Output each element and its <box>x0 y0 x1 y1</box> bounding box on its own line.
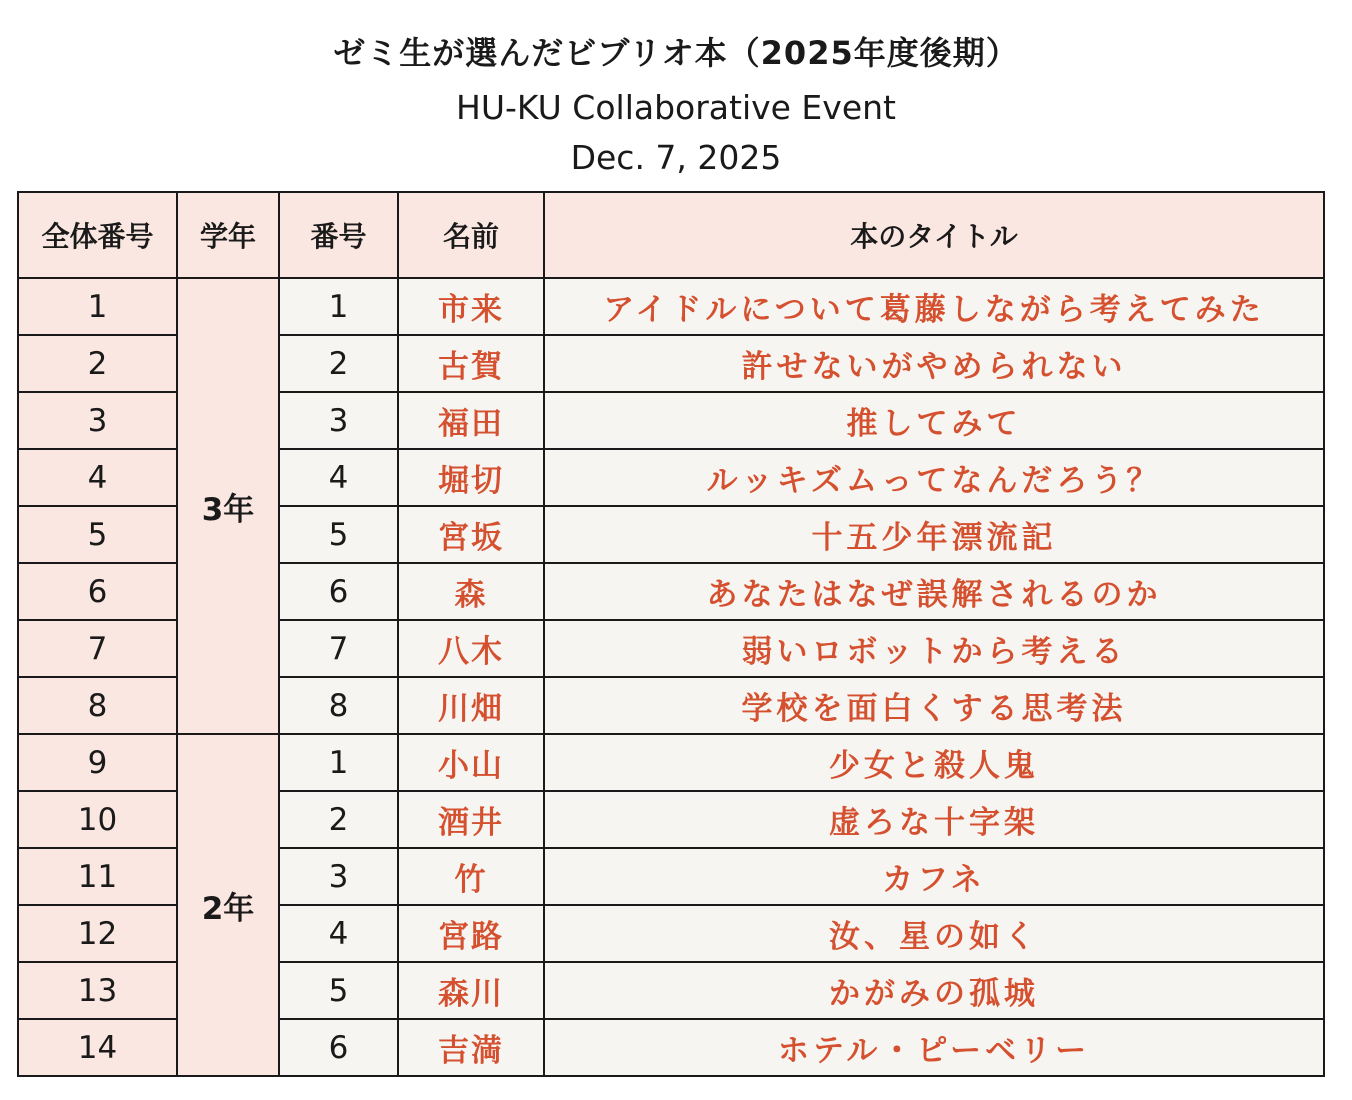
overall-number-cell: 5 <box>18 506 177 563</box>
overall-number-cell: 4 <box>18 449 177 506</box>
overall-number-cell: 10 <box>18 791 177 848</box>
overall-number-cell: 14 <box>18 1019 177 1076</box>
number-cell: 2 <box>279 791 398 848</box>
number-cell: 1 <box>279 734 398 791</box>
student-name-cell: 川畑 <box>398 677 544 734</box>
book-title-cell: 少女と殺人鬼 <box>544 734 1324 791</box>
book-title-cell: カフネ <box>544 848 1324 905</box>
student-name-cell: 酒井 <box>398 791 544 848</box>
book-title-cell: アイドルについて葛藤しながら考えてみた <box>544 278 1324 335</box>
overall-number-cell: 13 <box>18 962 177 1019</box>
number-cell: 6 <box>279 1019 398 1076</box>
number-cell: 4 <box>279 449 398 506</box>
book-title-cell: ルッキズムってなんだろう？ <box>544 449 1324 506</box>
overall-number-cell: 12 <box>18 905 177 962</box>
number-cell: 2 <box>279 335 398 392</box>
student-name-cell: 市来 <box>398 278 544 335</box>
book-title-cell: ホテル・ピーベリー <box>544 1019 1324 1076</box>
number-cell: 3 <box>279 392 398 449</box>
student-name-cell: 宮坂 <box>398 506 544 563</box>
student-name-cell: 八木 <box>398 620 544 677</box>
biblio-table <box>17 191 1325 1077</box>
overall-number-cell: 11 <box>18 848 177 905</box>
table-row <box>18 278 1324 335</box>
grade-cell: 3年 <box>177 278 279 734</box>
book-title-cell: あなたはなぜ誤解されるのか <box>544 563 1324 620</box>
book-title-cell: 推してみて <box>544 392 1324 449</box>
table-header-row <box>18 192 1324 278</box>
number-cell: 6 <box>279 563 398 620</box>
column-header-overall: 全体番号 <box>18 192 177 278</box>
student-name-cell: 吉満 <box>398 1019 544 1076</box>
book-title-cell: 虚ろな十字架 <box>544 791 1324 848</box>
number-cell: 3 <box>279 848 398 905</box>
student-name-cell: 森 <box>398 563 544 620</box>
overall-number-cell: 9 <box>18 734 177 791</box>
number-cell: 8 <box>279 677 398 734</box>
column-header-number: 番号 <box>279 192 398 278</box>
book-title-cell: 許せないがやめられない <box>544 335 1324 392</box>
overall-number-cell: 2 <box>18 335 177 392</box>
overall-number-cell: 7 <box>18 620 177 677</box>
page-title: ゼミ生が選んだビブリオ本（2025年度後期） <box>333 34 1019 72</box>
grade-cell: 2年 <box>177 734 279 1076</box>
student-name-cell: 小山 <box>398 734 544 791</box>
overall-number-cell: 8 <box>18 677 177 734</box>
book-title-cell: かがみの孤城 <box>544 962 1324 1019</box>
event-subtitle: HU-KU Collaborative Event <box>456 88 896 127</box>
table-body <box>18 278 1324 1076</box>
book-title-cell: 汝、星の如く <box>544 905 1324 962</box>
event-date: Dec. 7, 2025 <box>570 138 782 177</box>
number-cell: 5 <box>279 506 398 563</box>
number-cell: 7 <box>279 620 398 677</box>
student-name-cell: 森川 <box>398 962 544 1019</box>
number-cell: 4 <box>279 905 398 962</box>
student-name-cell: 竹 <box>398 848 544 905</box>
book-title-cell: 十五少年漂流記 <box>544 506 1324 563</box>
student-name-cell: 宮路 <box>398 905 544 962</box>
overall-number-cell: 1 <box>18 278 177 335</box>
number-cell: 5 <box>279 962 398 1019</box>
student-name-cell: 堀切 <box>398 449 544 506</box>
table-row <box>18 734 1324 791</box>
overall-number-cell: 3 <box>18 392 177 449</box>
book-title-cell: 弱いロボットから考える <box>544 620 1324 677</box>
overall-number-cell: 6 <box>18 563 177 620</box>
student-name-cell: 古賀 <box>398 335 544 392</box>
column-header-grade: 学年 <box>177 192 279 278</box>
student-name-cell: 福田 <box>398 392 544 449</box>
column-header-book-title: 本のタイトル <box>544 192 1324 278</box>
book-title-cell: 学校を面白くする思考法 <box>544 677 1324 734</box>
column-header-name: 名前 <box>398 192 544 278</box>
number-cell: 1 <box>279 278 398 335</box>
